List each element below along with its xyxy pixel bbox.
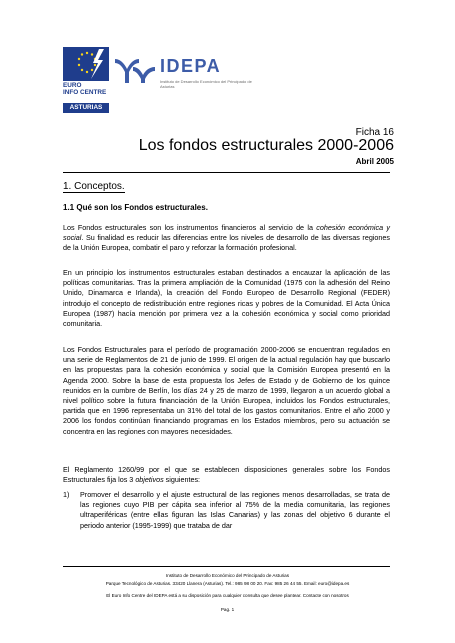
eic-brand-text: EURO INFO CENTRE bbox=[63, 82, 107, 96]
paragraph-3: Los Fondos Estructurales para el período de programación 2000-2006 se encuentran regulados en una serie de Reglamentos de 21 de junio de 1999. El origen de la actual regulación hay que buscarlo en las propuestas para la cohesión económica y social que la Comisión Europea presentó en la Agenda 2000. Sobre la base de esta propuesta los Jefes de Estado y de Gobierno de los quince reunidos en la cumbre de Berlín, los días 24 y 25 de marzo de 1999, llegaron a un acuerdo global a nivel político sobre la futura financiación de la Unión Europea, incluidos los Fondos estructurales, partida que en 1996 representaba un 31% del total de los gastos comunitarios. Entre el año 2000 y 2006 los fondos continúan financiando programas en los Estados miembros, pero su actuación se concentra en las regiones con mayores necesidades. bbox=[63, 345, 390, 436]
eic-region-label: ASTURIAS bbox=[63, 103, 109, 113]
document-date: Abril 2005 bbox=[355, 157, 394, 166]
list-item-number: 1) bbox=[63, 490, 70, 499]
section-heading: 1. Conceptos. bbox=[63, 181, 125, 192]
paragraph-4: El Reglamento 1260/99 por el que se establecen disposiciones generales sobre los Fondos Estructurales fija los 3 objetivos siguientes: bbox=[63, 465, 390, 485]
list-item-text: Promover el desarrollo y el ajuste estructural de las regiones menos desarrolladas, se trata de las regiones cuyo PIB per cápita sea inferior al 75% de la media comunitaria, las regiones ultraperiféricas (entre ellas figuran las Islas Canarias) y las zonas del objetivo 6 durante el periodo anterior (1995-1999) que trataba de dar bbox=[80, 490, 390, 530]
footer-institution: Instituto de Desarrollo Económico del Principado de Asturias bbox=[165, 573, 290, 578]
footer-contact: El Euro Info Centre del IDEPA está a su disposición para cualquier consulta que desee plantear. Contacte con nosotros bbox=[106, 593, 349, 598]
footer-address: Parque Tecnológico de Asturias. 33420 Llanera (Asturias). Tel.: 985 98 00 20. Fax: 985 26 44 55. Email: euro@idepa.es bbox=[105, 581, 350, 586]
header-divider bbox=[63, 172, 390, 173]
idepa-logo bbox=[113, 55, 263, 97]
idepa-emblem-icon bbox=[113, 55, 157, 85]
footer-divider bbox=[63, 566, 390, 567]
idepa-name: IDEPA bbox=[160, 56, 222, 76]
euro-info-centre-logo bbox=[63, 47, 109, 113]
eu-flag-icon bbox=[63, 47, 109, 81]
paragraph-1: Los Fondos estructurales son los instrumentos financieros al servicio de la cohesión económica y social. Su finalidad es reducir las diferencias entre los niveles de desarrollo de las diversas regiones de la Unión Europea, combatir el paro y reforzar la formación profesional. bbox=[63, 223, 390, 253]
subsection-heading: 1.1 Qué son los Fondos estructurales. bbox=[63, 203, 208, 212]
document-title: Los fondos estructurales 2000-2006 bbox=[138, 137, 394, 154]
paragraph-2: En un principio los instrumentos estructurales estaban destinados a encauzar la aplicación de las políticas comunitarias. Tras la primera ampliación de la Comunidad (1975 con la adhesión del Reino Unido, Dinamarca e Irlanda), la creación del Fondo Europeo de Desarrollo Regional (FEDER) introdujo el concepto de redistribución entre regiones ricas y pobres de la Comunidad. El Acta Única Europea (1987) hacía mención por primera vez a la cohesión económica y social como prioridad comunitaria. bbox=[63, 268, 390, 329]
ficha-number: Ficha 16 bbox=[355, 127, 394, 138]
page-number: Pag. 1 bbox=[220, 607, 235, 612]
idepa-subtitle: Instituto de Desarrollo Económico del Principado de Asturias bbox=[160, 79, 252, 89]
